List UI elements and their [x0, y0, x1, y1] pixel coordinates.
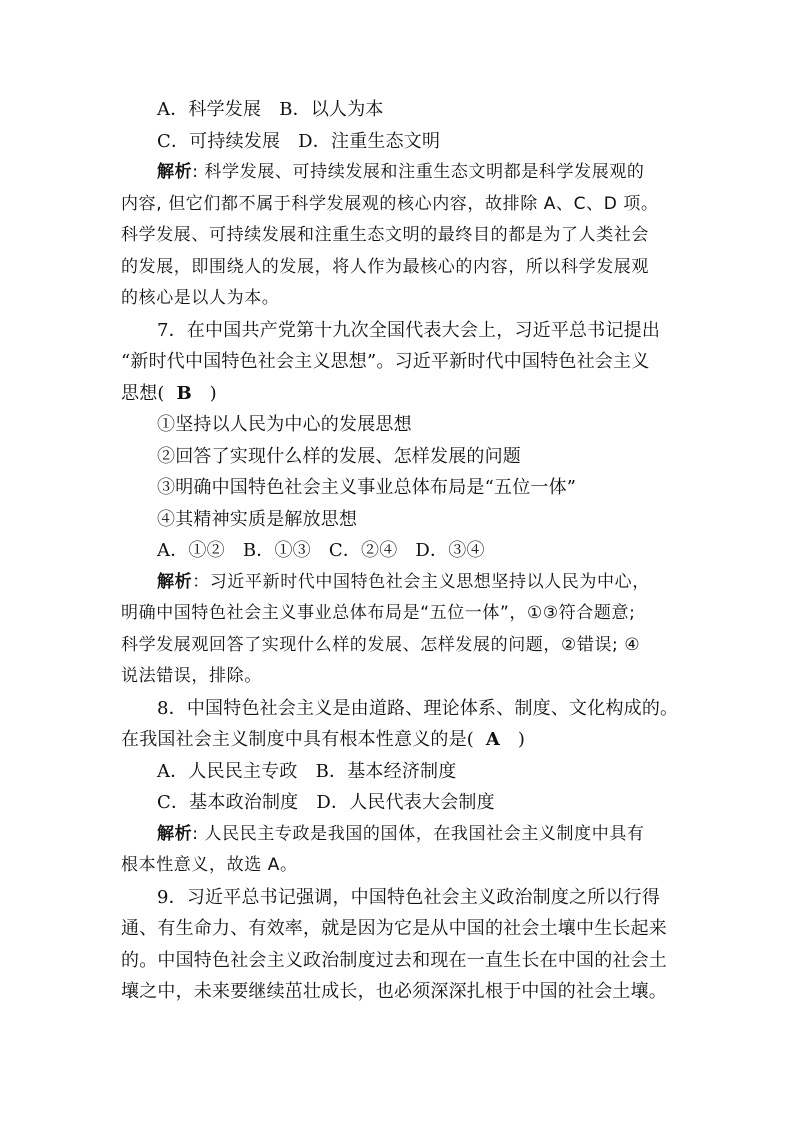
q8-analysis-line-1: 解析: 人民民主专政是我国的国体，在我国社会主义制度中具有 — [157, 823, 645, 844]
q6-options-row-2 — [121, 126, 677, 158]
q7-option-a: A．①② — [157, 540, 225, 561]
q9-stem-line-2: 通、有生命力、有效率，就是因为它是从中国的社会土壤中生长起来 — [121, 918, 667, 939]
q7-option-d: D．③④ — [415, 540, 485, 561]
q7-analysis-label: 解析 — [157, 571, 193, 592]
q6-options-row-1 — [121, 94, 677, 126]
q6-analysis-line-5: 的核心是以人为本。 — [121, 288, 280, 308]
q6-analysis-line-4: 的发展，即围绕人的发展，将人作为最核心的内容，所以科学发展观 — [121, 256, 649, 277]
q8-option-c: C．基本政治制度 — [157, 792, 299, 813]
q8-option-b: B．基本经济制度 — [315, 760, 457, 782]
q7-analysis-line-4: 说法错误，排除。 — [121, 666, 262, 686]
q8-option-d: D．人民代表大会制度 — [316, 792, 495, 813]
q7-analysis-line-1: 解析：习近平新时代中国特色社会主义思想坚持以人民为中心， — [157, 571, 650, 592]
q8-analysis-label: 解析 — [157, 823, 193, 844]
q7-stem-line-3: 思想( B ) — [121, 382, 217, 404]
q9-stem-line-4: 壤之中，未来要继续茁壮成长，也必须深深扎根于中国的社会土壤。 — [121, 981, 667, 1002]
q8-stem-line-1: 8．中国特色社会主义是由道路、理论体系、制度、文化构成的。 — [157, 697, 679, 719]
q9-stem-line-3: 的。中国特色社会主义政治制度过去和现在一直生长在中国的社会土 — [121, 949, 667, 971]
q7-stem-line-1: 7．在中国共产党第十九次全国代表大会上，习近平总书记提出 — [157, 319, 661, 341]
q6-analysis-label: 解析 — [157, 162, 193, 182]
q7-option-c: C．②④ — [328, 540, 398, 561]
q7-analysis-line-3: 科学发展观回答了实现什么样的发展、怎样发展的问题，②错误; ④ — [121, 634, 641, 655]
q7-stem-line-2: “新时代中国特色社会主义思想”。习近平新时代中国特色社会主义 — [121, 351, 650, 372]
q8-option-a: A．人民民主专政 — [157, 760, 298, 782]
q6-analysis-line-2: 内容, 但它们都不属于科学发展观的核心内容，故排除 A、C、D 项。 — [121, 193, 659, 214]
q6-option-d: D．注重生态文明 — [298, 130, 441, 152]
q6-analysis-line-1: 解析: 科学发展、可持续发展和注重生态文明都是科学发展观的 — [157, 162, 645, 182]
question-page — [121, 94, 677, 1008]
q6-analysis-line-3: 科学发展、可持续发展和注重生态文明的最终目的都是为了人类社会 — [121, 225, 649, 245]
q7-item-4: ④其精神实质是解放思想 — [157, 508, 358, 530]
q7-item-2: ②回答了实现什么样的发展、怎样发展的问题 — [157, 445, 521, 467]
q8-analysis-line-2: 根本性意义，故选 A。 — [121, 855, 298, 875]
q6-option-b: B．以人为本 — [279, 99, 384, 120]
q7-option-b: B．①③ — [242, 540, 311, 561]
q8-stem-line-2: 在我国社会主义制度中具有根本性意义的是( A ) — [121, 729, 526, 750]
q7-item-1: ①坚持以人民为中心的发展思想 — [157, 414, 412, 435]
q6-option-a: A．科学发展 — [157, 99, 262, 120]
q7-item-3: ③明确中国特色社会主义事业总体布局是“五位一体” — [157, 477, 577, 498]
q8-options-row-2 — [121, 787, 677, 819]
q9-stem-line-1: 9．习近平总书记强调，中国特色社会主义政治制度之所以行得 — [157, 886, 661, 908]
q7-answer: B — [176, 382, 192, 404]
q8-options-row-1 — [121, 756, 677, 788]
q7-options-row — [121, 535, 677, 567]
q6-option-c: C．可持续发展 — [157, 130, 281, 152]
q7-analysis-line-2: 明确中国特色社会主义事业总体布局是“五位一体”，①③符合题意; — [121, 603, 636, 623]
q8-answer: A — [485, 729, 501, 750]
